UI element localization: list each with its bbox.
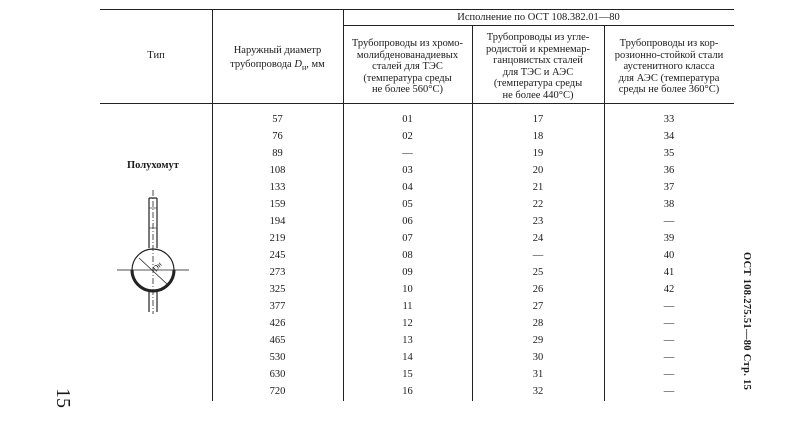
header-sub2-line: (температура среды	[493, 78, 583, 89]
cell-col1: 12	[402, 318, 413, 329]
cell-col1: 07	[402, 233, 413, 244]
header-sub3-line: среды не более 360°C)	[618, 84, 720, 95]
table-row	[0, 350, 800, 367]
cell-col1: 15	[402, 369, 413, 380]
cell-col1: 02	[402, 131, 413, 142]
type-name: Полухомут	[127, 160, 179, 171]
table-row	[0, 129, 800, 146]
header-sub2	[472, 32, 604, 101]
table-row	[0, 231, 800, 248]
cell-col2: 20	[532, 165, 544, 176]
cell-col3: —	[663, 369, 675, 380]
cell-col2: 30	[532, 352, 544, 363]
cell-diameter: 377	[269, 301, 286, 312]
cell-col1: 06	[402, 216, 413, 227]
cell-col2: 22	[532, 199, 544, 210]
table-row	[0, 112, 800, 129]
cell-diameter: 530	[269, 352, 286, 363]
cell-diameter: 76	[272, 131, 283, 142]
cell-col2: 18	[532, 131, 544, 142]
cell-diameter: 720	[269, 386, 286, 397]
cell-col1: 13	[402, 335, 413, 346]
cell-col3: —	[663, 318, 675, 329]
cell-diameter: 325	[269, 284, 286, 295]
cell-col3: 38	[663, 199, 675, 210]
header-sub1-line: сталей для ТЭС	[372, 61, 443, 72]
cell-col2: 31	[532, 369, 544, 380]
table-row	[0, 265, 800, 282]
cell-col2: 32	[532, 386, 544, 397]
table-row	[0, 248, 800, 265]
cell-col3: 41	[663, 267, 675, 278]
cell-col1: 14	[402, 352, 413, 363]
cell-diameter: 194	[269, 216, 286, 227]
cell-diameter: 465	[269, 335, 286, 346]
cell-col2: 28	[532, 318, 544, 329]
header-sub3-line: для АЭС (температура	[618, 72, 720, 84]
cell-col1: 10	[402, 284, 413, 295]
header-sub1	[343, 38, 472, 96]
cell-col3: 34	[663, 131, 675, 142]
table-row	[0, 282, 800, 299]
cell-col3: 33	[663, 114, 675, 125]
cell-col3: 36	[663, 165, 675, 176]
cell-col2: 19	[532, 148, 544, 159]
header-type-text: Тип	[147, 50, 165, 61]
cell-col3: 42	[663, 284, 675, 295]
header-sub2-line: не более 440°C)	[502, 89, 574, 101]
table-top-rule	[100, 9, 734, 10]
header-sub1-line: Трубопроводы из хромо-	[351, 38, 464, 49]
table-row	[0, 333, 800, 350]
cell-col1: 09	[402, 267, 413, 278]
cell-diameter: 245	[269, 250, 286, 261]
cell-diameter: 133	[269, 182, 286, 193]
cell-col1: —	[402, 148, 413, 159]
cell-col1: 05	[402, 199, 413, 210]
cell-col2: 17	[532, 114, 544, 125]
table-row	[0, 163, 800, 180]
handwritten-page-number: 15	[52, 388, 74, 408]
drawing-diameter-label: Dн	[150, 260, 164, 274]
cell-col3: 37	[663, 182, 675, 193]
cell-col2: 21	[532, 182, 544, 193]
header-sub3-line: розионно-стойкой стали	[614, 49, 724, 61]
diameter-unit: , мм	[306, 59, 325, 70]
table-row	[0, 384, 800, 401]
table-row	[0, 180, 800, 197]
header-group-text: Исполнение по ОСТ 108.382.01—80	[457, 12, 620, 23]
header-bottom-rule	[100, 103, 734, 104]
table-row	[0, 214, 800, 231]
cell-diameter: 89	[272, 148, 283, 159]
cell-col3: —	[663, 352, 675, 363]
table-row	[0, 316, 800, 333]
cell-col1: 16	[402, 386, 413, 397]
table-row	[0, 146, 800, 163]
cell-col3: 35	[663, 148, 675, 159]
header-sub1-line: не более 560°C)	[372, 84, 443, 95]
header-sub2-line: Трубопроводы из угле-	[486, 32, 590, 43]
header-sub1-line: (температура среды	[363, 72, 452, 84]
table-row	[0, 367, 800, 384]
cell-col2: 26	[532, 284, 544, 295]
table-row	[0, 299, 800, 316]
cell-col1: 01	[402, 114, 413, 125]
header-sub1-line: молибденованадиевых	[356, 49, 459, 61]
cell-col1: 04	[402, 182, 413, 193]
table-row	[0, 197, 800, 214]
cell-diameter: 426	[269, 318, 286, 329]
cell-diameter: 159	[269, 199, 286, 210]
header-sub3-line: аустенитного класса	[623, 61, 715, 72]
diameter-symbol: D	[294, 59, 302, 70]
cell-diameter: 273	[269, 267, 286, 278]
cell-diameter: 630	[269, 369, 286, 380]
header-diameter-line2	[212, 58, 343, 75]
cell-diameter: 57	[272, 114, 283, 125]
header-diameter	[212, 44, 343, 75]
group-header-rule	[343, 25, 734, 26]
cell-col1: 11	[402, 301, 413, 312]
header-type	[100, 50, 212, 62]
cell-col2: 23	[532, 216, 544, 227]
header-sub2-line: для ТЭС и АЭС	[502, 66, 574, 78]
cell-col3: —	[663, 335, 675, 346]
cell-col1: 08	[402, 250, 413, 261]
cell-col3: —	[663, 216, 675, 227]
cell-col1: 03	[402, 165, 413, 176]
cell-col3: 40	[663, 250, 675, 261]
cell-col2: 24	[532, 233, 544, 244]
cell-col3: 39	[663, 233, 675, 244]
standard-page-label: ОСТ 108.275.51—80 Стр. 15	[741, 252, 752, 391]
header-diameter-line1: Наружный диаметр	[233, 45, 322, 56]
cell-col2: 27	[532, 301, 544, 312]
cell-col2: 29	[532, 335, 544, 346]
header-sub2-line: родистой и кремнемар-	[486, 43, 590, 55]
cell-col3: —	[663, 386, 675, 397]
header-sub3-line: Трубопроводы из кор-	[619, 38, 719, 49]
header-group	[343, 12, 734, 24]
header-sub3	[604, 38, 734, 96]
header-diameter-word: трубопровода	[230, 59, 292, 70]
cell-diameter: 108	[269, 165, 286, 176]
cell-col3: —	[663, 301, 675, 312]
cell-diameter: 219	[269, 233, 286, 244]
header-sub2-line: ганцовистых сталей	[493, 55, 583, 66]
cell-col2: —	[532, 250, 544, 261]
cell-col2: 25	[532, 267, 544, 278]
diameter-subscript: н	[301, 63, 307, 73]
